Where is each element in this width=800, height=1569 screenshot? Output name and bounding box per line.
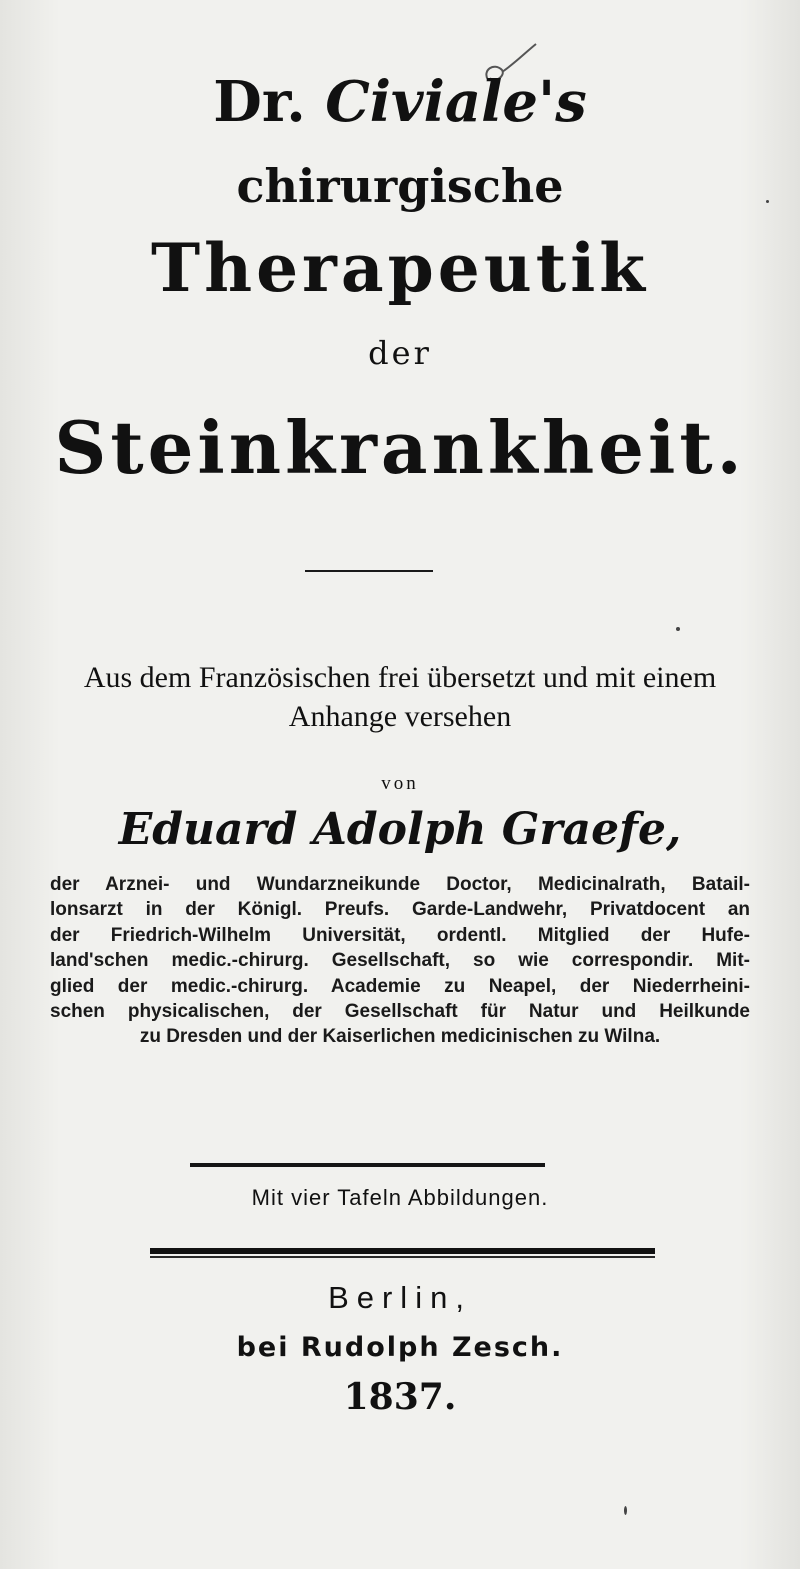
subtitle-adjective: chirurgische (236, 159, 564, 213)
author-prefix: Dr. (213, 69, 306, 135)
credentials-line: zu Dresden und der Kaiserlichen medicinischen zu Wilna. (139, 1026, 661, 1048)
publication-place: Berlin, (328, 1280, 472, 1315)
translator-name: Eduard Adolph Graefe, (118, 804, 682, 855)
title-article: der (368, 334, 432, 372)
divider-rule (190, 1163, 545, 1167)
publisher: bei Rudolph Zesch. (236, 1332, 564, 1363)
credentials-line: der Arznei- und Wundarzneikunde Doctor, Medicinalrath, Batail- (50, 874, 750, 895)
thick-divider-rule (150, 1248, 655, 1254)
author-heading (0, 70, 800, 134)
credentials-line: glied der medic.-chirurg. Academie zu Neapel, der Niederrheini- (50, 975, 750, 997)
short-divider (305, 570, 433, 572)
paper-speck (766, 200, 769, 203)
paper-speck (676, 627, 680, 631)
author-name: Civiale's (325, 69, 587, 135)
paper-speck (624, 1506, 627, 1515)
credentials-line: der Friedrich-Wilhelm Universität, ordentl. Mitglied der Hufe- (50, 924, 750, 946)
publication-year: 1837. (343, 1376, 457, 1418)
translator-credentials (50, 872, 750, 1050)
translation-note-line-1: Aus dem Französischen frei übersetzt und mit einem (83, 661, 717, 694)
credentials-line: land'schen medic.-chirurg. Gesellschaft, so wie correspondir. Mit- (50, 950, 750, 972)
credentials-line: lonsarzt in der Königl. Preufs. Garde-Landwehr, Privatdocent an (50, 899, 750, 921)
translation-note-line-2: Anhange versehen (288, 700, 512, 733)
credentials-line: schen physicalischen, der Gesellschaft für Natur und Heilkunde (50, 1001, 750, 1023)
by-label: von (381, 773, 419, 794)
illustrations-note: Mit vier Tafeln Abbildungen. (251, 1185, 549, 1210)
main-title: Therapeutik (150, 229, 650, 307)
thin-divider-rule (150, 1256, 655, 1258)
subject-title: Steinkrankheit. (54, 405, 746, 490)
